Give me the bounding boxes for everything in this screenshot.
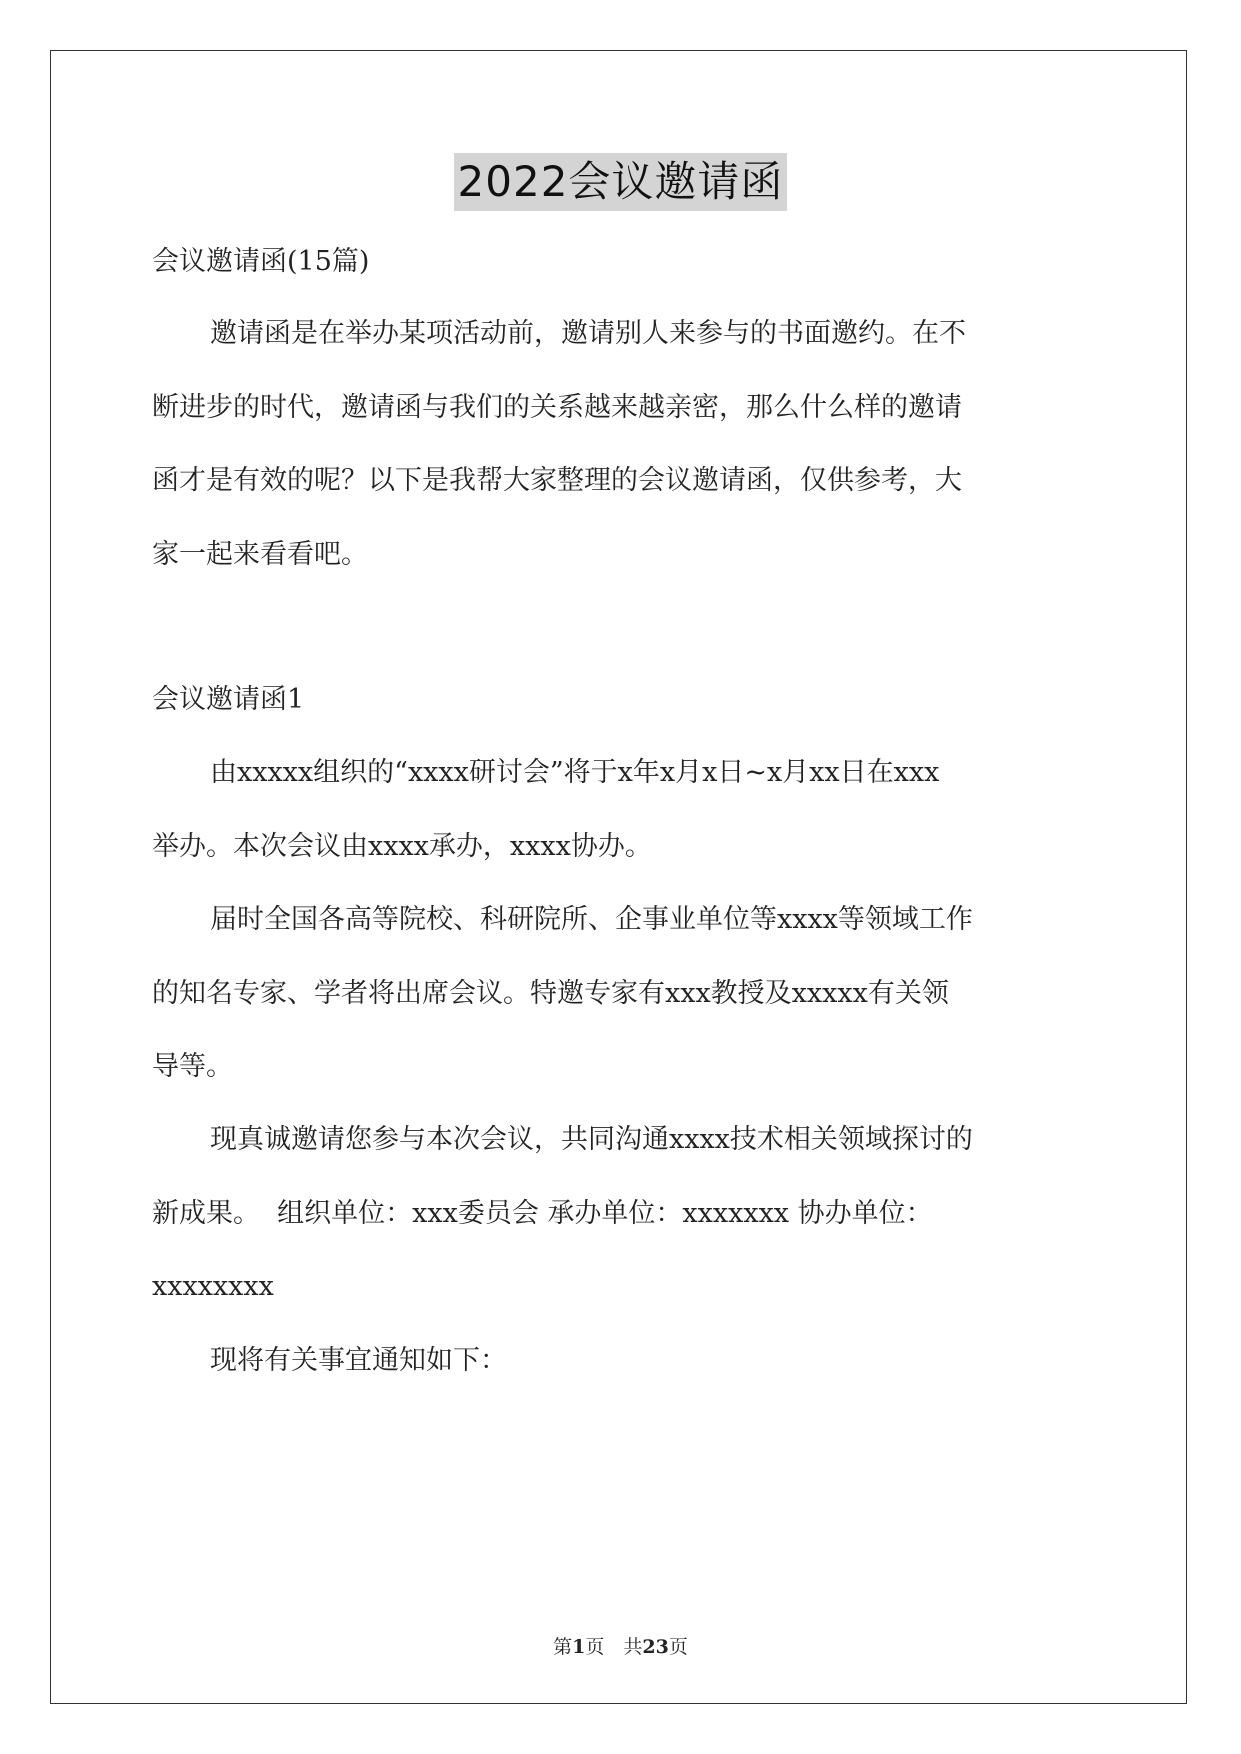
footer-suffix: 页: [668, 1636, 688, 1658]
paragraph-line: 届时全国各高等院校、科研院所、企事业单位等xxxx等领域工作: [210, 904, 973, 935]
page-footer: [0, 1632, 1241, 1659]
paragraph-line: xxxxxxxx: [152, 1271, 274, 1302]
footer-total-pages: 23: [642, 1636, 669, 1658]
paragraph-line: 导等。: [152, 1051, 233, 1082]
paragraph-line: 由xxxxx组织的“xxxx研讨会”将于x年x月x日~x月xx日在xxx: [210, 757, 940, 788]
paragraph-line: 举办。本次会议由xxxx承办，xxxx协办。: [152, 831, 652, 862]
section-heading: 会议邀请函1: [152, 684, 305, 715]
footer-prefix: 第: [553, 1636, 573, 1658]
page-border: [50, 50, 1187, 1704]
paragraph-line: 断进步的时代，邀请函与我们的关系越来越亲密，那么什么样的邀请: [152, 392, 962, 423]
footer-mid: 页 共: [585, 1636, 643, 1658]
paragraph-line: 的知名专家、学者将出席会议。特邀专家有xxx教授及xxxxx有关领: [152, 978, 949, 1009]
paragraph-line: 家一起来看看吧。: [152, 539, 368, 570]
paragraph-line: 邀请函是在举办某项活动前，邀请别人来参与的书面邀约。在不: [210, 318, 966, 349]
paragraph-line: 函才是有效的呢？以下是我帮大家整理的会议邀请函，仅供参考，大: [152, 465, 962, 496]
document-title: 2022会议邀请函: [454, 153, 788, 211]
paragraph-line: 现真诚邀请您参与本次会议，共同沟通xxxx技术相关领域探讨的: [210, 1124, 973, 1155]
title-container: [0, 153, 1241, 211]
subtitle-line: 会议邀请函(15篇): [152, 246, 370, 277]
footer-page-number: 1: [572, 1636, 586, 1658]
paragraph-line: 新成果。 组织单位：xxx委员会 承办单位：xxxxxxx 协办单位：: [152, 1198, 933, 1229]
paragraph-line: 现将有关事宜通知如下：: [210, 1345, 507, 1376]
